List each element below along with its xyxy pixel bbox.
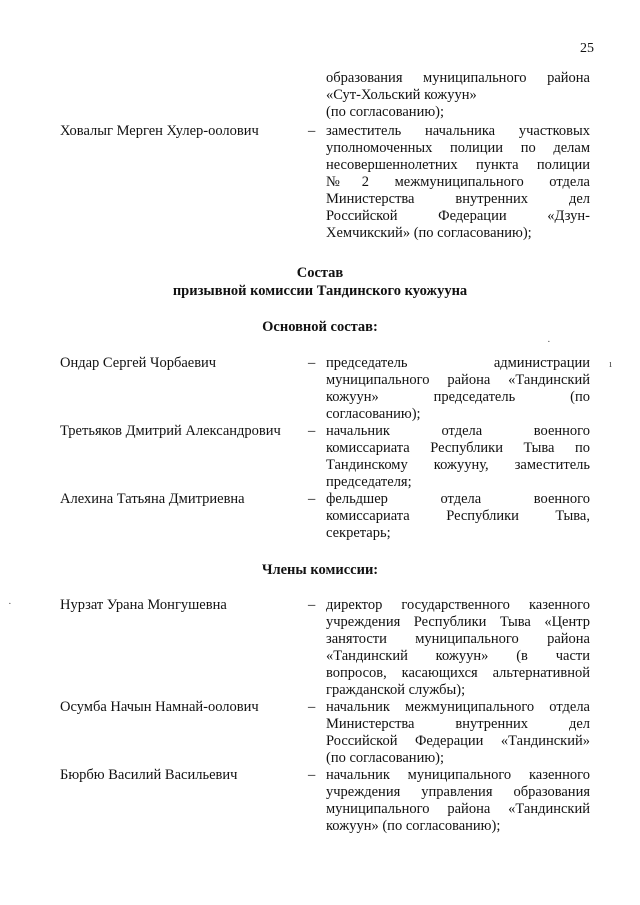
member-role <box>326 699 590 767</box>
role-line: муниципального района «Тандинский <box>326 372 590 388</box>
member-role <box>326 597 590 699</box>
scan-mark: ı <box>609 358 613 370</box>
role-line: гражданской службы); <box>326 682 466 698</box>
role-line: согласованию); <box>326 406 421 422</box>
member-name: Нурзат Урана Монгушевна <box>60 597 227 613</box>
commission-members-heading: Члены комиссии: <box>261 562 379 578</box>
member-role <box>326 767 590 835</box>
role-line: комиссариата Республики Тыва, <box>326 508 590 524</box>
role-line: учреждения управления образования <box>326 784 590 800</box>
role-line: (по согласованию); <box>326 104 445 120</box>
role-line: «Тандинский кожуун» (в части <box>326 648 590 664</box>
role-line: муниципального района «Тандинский <box>326 801 590 817</box>
role-line: начальник отдела военного <box>326 423 590 439</box>
role-line: «Сут-Хольский кожуун» <box>326 87 477 103</box>
member-name: Бюрбю Василий Васильевич <box>60 767 238 783</box>
role-line: учреждения Республики Тыва «Центр <box>326 614 590 630</box>
dash-separator: – <box>308 597 316 613</box>
role-line: уполномоченных полиции по делам <box>326 140 590 156</box>
member-role <box>326 491 590 542</box>
role-line: кожуун» председатель (по <box>326 389 590 405</box>
scan-speck: · <box>8 598 12 610</box>
role-line: фельдшер отдела военного <box>326 491 590 507</box>
role-line: Тандинскому кожууну, заместитель <box>326 457 590 473</box>
role-line: Хемчикский» (по согласованию); <box>326 225 532 241</box>
role-line: Министерства внутренних дел <box>326 191 590 207</box>
role-line: директор государственного казенного <box>326 597 590 613</box>
role-line: начальник межмуниципального отдела <box>326 699 590 715</box>
member-name: Алехина Татьяна Дмитриевна <box>60 491 245 507</box>
member-name: Третьяков Дмитрий Александрович <box>60 423 281 439</box>
dash-separator: – <box>308 767 316 783</box>
dash-separator: – <box>308 699 316 715</box>
role-line: Министерства внутренних дел <box>326 716 590 732</box>
role-line: заместитель начальника участковых <box>326 123 590 139</box>
scan-speck: · <box>547 336 551 348</box>
dash-separator: – <box>308 423 316 439</box>
dash-separator: – <box>308 123 316 139</box>
main-composition-heading: Основной состав: <box>262 319 378 335</box>
role-line: комиссариата Республики Тыва по <box>326 440 590 456</box>
role-line: вопросов, касающихся альтернативной <box>326 665 590 681</box>
dash-separator: – <box>308 491 316 507</box>
role-line: председатель администрации <box>326 355 590 371</box>
role-line: занятости муниципального района <box>326 631 590 647</box>
member-role <box>326 123 590 242</box>
member-role <box>326 355 590 423</box>
member-name: Ховалыг Мерген Хулер-оолович <box>60 123 259 139</box>
continuation-role <box>326 70 590 121</box>
member-name: Осумба Начын Намнай-оолович <box>60 699 259 715</box>
member-role <box>326 423 590 491</box>
role-line: кожуун» (по согласованию); <box>326 818 501 834</box>
section-subtitle: призывной комиссии Тандинского куожууна <box>172 283 468 299</box>
role-line: Российской Федерации «Дзун- <box>326 208 590 224</box>
page-number: 25 <box>580 41 594 56</box>
member-name: Ондар Сергей Чорбаевич <box>60 355 217 371</box>
role-line: председателя; <box>326 474 412 490</box>
role-line: образования муниципального района <box>326 70 590 86</box>
role-line: начальник муниципального казенного <box>326 767 590 783</box>
role-line: №2 межмуниципального отдела <box>326 174 590 190</box>
role-line: (по согласованию); <box>326 750 445 766</box>
section-title: Состав <box>296 265 344 281</box>
dash-separator: – <box>308 355 316 371</box>
role-line: секретарь; <box>326 525 391 541</box>
role-line: несовершеннолетних пункта полиции <box>326 157 590 173</box>
role-line: Российской Федерации «Тандинский» <box>326 733 590 749</box>
